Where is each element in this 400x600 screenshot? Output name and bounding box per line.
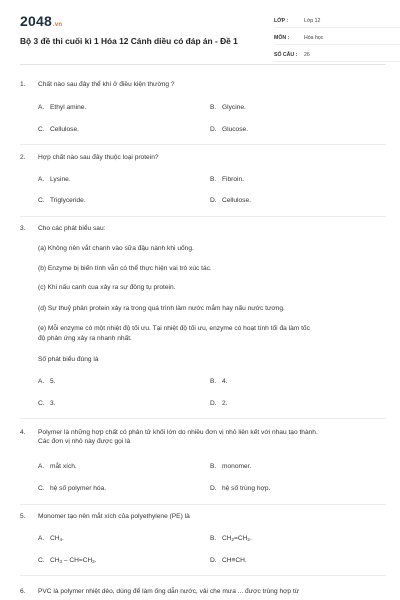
question-number: 2. [20, 154, 26, 161]
question-text [20, 587, 299, 597]
formula-part: . [62, 535, 64, 542]
option-text: 4. [222, 378, 228, 385]
statement-e: (e) Mỗi enzyme có một nhiệt độ tối ưu. Tại nhiệt độ tối ưu, enzyme có hoạt tính tối đa làm tốc [38, 325, 310, 332]
option-text: monomer. [222, 463, 252, 470]
question-3 [20, 224, 386, 424]
formula-subscript: 2 [92, 559, 95, 564]
logo-suffix: .vn [52, 22, 63, 28]
option-letter: B. [210, 535, 217, 542]
option-text: Glucose. [222, 126, 249, 133]
question-text [20, 153, 159, 163]
question-stem: PVC là polymer nhiệt dẻo, dùng để làm ống dẫn nước, vải che mưa ... được trùng hợp từ [38, 588, 300, 595]
question-stem: Hợp chất nào sau đây thuộc loại protein? [38, 154, 159, 161]
option-a[interactable] [38, 378, 56, 385]
option-text: Fibroin. [222, 176, 244, 183]
question-stem: Chất nào sau đây thể khí ở điều kiện thường ? [38, 81, 175, 88]
option-letter: C. [38, 197, 45, 204]
option-b[interactable] [210, 176, 244, 183]
question-2 [20, 153, 386, 223]
option-letter: D. [210, 126, 217, 133]
formula-part: CH [50, 557, 60, 564]
option-b[interactable] [210, 104, 246, 111]
question-stem: Cho các phát biểu sau: [38, 225, 106, 232]
statement-c: (c) Khi nấu canh cua xảy ra sự đông tụ protein. [38, 284, 176, 291]
option-letter: B. [210, 176, 217, 183]
statement-d: (d) Sự thuỷ phân protein xảy ra trong quá trình làm nước mắm hay nấu nước tương. [38, 305, 285, 312]
formula-part: – CH=CH [62, 557, 93, 564]
option-letter: D. [210, 400, 217, 407]
option-letter: A. [38, 176, 45, 183]
statement-e-continued: độ phản ứng xảy ra nhanh nhất. [38, 335, 132, 342]
option-a[interactable] [38, 176, 71, 183]
option-c[interactable] [38, 485, 106, 492]
option-text: hệ số polymer hóa. [50, 485, 107, 492]
meta-row-subject [274, 31, 400, 45]
option-text: Ethyl amine. [50, 104, 87, 111]
option-text: 2. [222, 400, 228, 407]
statement-a: (a) Không nên vắt chanh vào sữa đậu nành khi uống. [38, 245, 194, 252]
option-letter: B. [210, 378, 217, 385]
question-divider [20, 144, 386, 145]
option-text: Glycine. [222, 104, 246, 111]
option-text: 5. [50, 378, 56, 385]
statement-b: (b) Enzyme bị biến tính vẫn có thể thực hiện vai trò xúc tác. [38, 265, 212, 272]
option-text: mắt xích. [50, 463, 77, 470]
meta-value: Hóa học [304, 34, 324, 41]
question-1 [20, 80, 386, 158]
question-divider [20, 418, 386, 419]
exam-meta [274, 14, 400, 65]
document-title: Bộ 3 đề thi cuối kì 1 Hóa 12 Cánh diều có đáp án - Đề 1 [20, 36, 238, 46]
question-5 [20, 512, 386, 580]
option-d[interactable] [210, 557, 247, 564]
option-letter: B. [210, 463, 217, 470]
option-letter: D. [210, 485, 217, 492]
option-letter: B. [210, 104, 217, 111]
formula-part: . [249, 535, 252, 542]
option-d[interactable] [210, 400, 228, 407]
question-number: 3. [20, 225, 26, 232]
question-number: 1. [20, 81, 26, 88]
option-text: 3. [50, 400, 56, 407]
meta-row-count [274, 48, 400, 62]
question-6 [20, 587, 386, 600]
question-divider [20, 575, 386, 576]
formula-part: . [94, 557, 97, 564]
option-letter: A. [38, 535, 45, 542]
question-divider [20, 504, 386, 505]
question-stem-continued: Các đơn vị nhỏ này được gọi là [38, 438, 131, 445]
question-text [20, 80, 175, 90]
meta-value: 26 [304, 51, 310, 58]
option-c[interactable] [38, 557, 97, 564]
option-text: Lysine. [50, 176, 71, 183]
question-stem: Monomer tạo nên mắt xích của polyethylene (PE) là [38, 513, 190, 520]
option-letter: C. [38, 400, 45, 407]
option-a[interactable] [38, 535, 64, 542]
option-b[interactable] [210, 535, 252, 542]
document-header [20, 0, 386, 65]
option-letter: D. [210, 557, 217, 564]
formula-subscript: 3 [59, 559, 63, 564]
meta-label: MÔN : [274, 34, 290, 41]
option-text: hệ số trùng hợp. [222, 485, 271, 492]
logo-text: 2048 [20, 13, 52, 29]
option-text: Cellulose. [50, 126, 79, 133]
option-c[interactable] [38, 197, 86, 204]
meta-row-class [274, 14, 400, 28]
formula-subscript: 2 [247, 537, 250, 542]
formula-part: CH [50, 535, 60, 542]
option-text: Cellulose. [222, 197, 251, 204]
option-c[interactable] [38, 126, 79, 133]
option-letter: C. [38, 557, 45, 564]
option-text: Triglyceride. [50, 197, 86, 204]
option-d[interactable] [210, 126, 248, 133]
site-logo[interactable] [20, 13, 62, 29]
question-number: 6. [20, 588, 26, 595]
question-text [20, 224, 105, 234]
option-letter: D. [210, 197, 217, 204]
formula-part: =CH [234, 535, 248, 542]
question-number: 5. [20, 513, 26, 520]
meta-label: LỚP : [274, 17, 289, 24]
formula-subscript: 2 [231, 537, 235, 542]
question-stem: Polymer là những hợp chất có phân tử khối lớn do nhiều đơn vị nhỏ liên kết với nhau tạo thành. [38, 429, 318, 436]
option-letter: A. [38, 463, 45, 470]
option-letter: C. [38, 126, 45, 133]
question-4 [20, 428, 386, 510]
option-letter: A. [38, 104, 45, 111]
question-prompt: Số phát biểu đúng là [38, 356, 99, 363]
formula-part: CH [222, 535, 232, 542]
option-d[interactable] [210, 485, 270, 492]
option-b[interactable] [210, 463, 251, 470]
question-text [20, 512, 190, 522]
option-b[interactable] [210, 378, 228, 385]
option-a[interactable] [38, 104, 86, 111]
formula-subscript: 4 [59, 537, 63, 542]
option-c[interactable] [38, 400, 56, 407]
option-a[interactable] [38, 463, 77, 470]
question-divider [20, 216, 386, 217]
formula-part: CH≡CH. [222, 557, 247, 564]
option-d[interactable] [210, 197, 251, 204]
question-number: 4. [20, 429, 26, 436]
meta-value: Lớp 12 [304, 17, 321, 24]
meta-label: SỐ CÂU : [274, 51, 298, 58]
option-letter: A. [38, 378, 45, 385]
option-letter: C. [38, 485, 45, 492]
